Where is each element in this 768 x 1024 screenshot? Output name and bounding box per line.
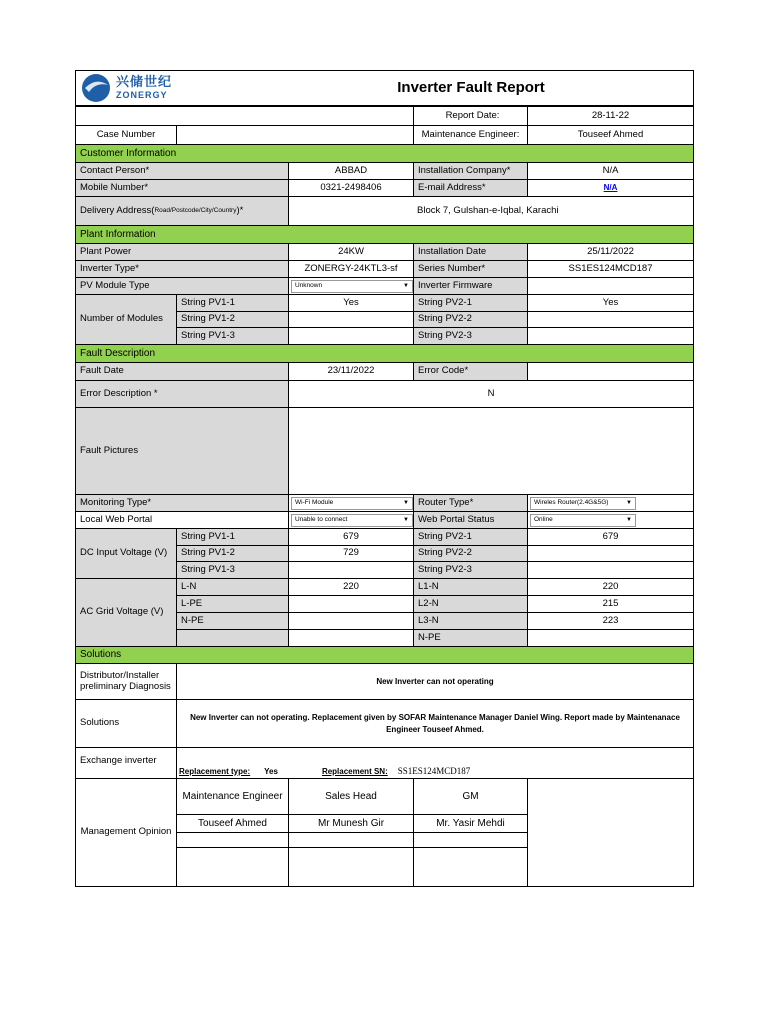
local-web-label: Local Web Portal — [75, 511, 289, 529]
dc-pv2-3-label: String PV2-3 — [413, 561, 528, 579]
dc-pv2-1-value[interactable]: 679 — [527, 528, 694, 546]
role-1: Maintenance Engineer — [176, 778, 289, 815]
web-status-label: Web Portal Status — [413, 511, 528, 529]
logo-chinese: 兴储世纪 — [116, 74, 173, 90]
ln-label: L-N — [176, 578, 289, 596]
pv2-2-value[interactable] — [527, 311, 694, 328]
local-web-cell — [288, 511, 414, 529]
npe2-value[interactable] — [527, 629, 694, 647]
local-web-select[interactable]: Unable to connect ▼ — [291, 514, 413, 527]
exchange-value[interactable]: Replacement type: Yes Replacement SN: SS1ES124MCD187 — [176, 747, 694, 779]
inverter-type-label: Inverter Type* — [75, 260, 289, 278]
error-desc-label: Error Description * — [75, 380, 289, 408]
l2n-value[interactable]: 215 — [527, 595, 694, 613]
ln-value[interactable]: 220 — [288, 578, 414, 596]
pv1-2-label: String PV1-2 — [176, 311, 289, 328]
pv2-2-label: String PV2-2 — [413, 311, 528, 328]
sign-cell-2[interactable] — [288, 832, 414, 848]
npe-value[interactable] — [288, 612, 414, 630]
dc-pv2-1-label: String PV2-1 — [413, 528, 528, 546]
contact-value[interactable]: ABBAD — [288, 162, 414, 180]
install-date-value[interactable]: 25/11/2022 — [527, 243, 694, 261]
mobile-label: Mobile Number* — [75, 179, 289, 197]
report-date-label: Report Date: — [413, 106, 528, 126]
exchange-label: Exchange inverter — [75, 747, 177, 779]
name-2[interactable]: Mr Munesh Gir — [288, 814, 414, 833]
solutions-value[interactable]: New Inverter can not operating. Replacement given by SOFAR Maintenance Manager Daniel Wing. Report made by Maintenanace Engineer Touseef Ahmed. — [176, 699, 694, 748]
fault-section-header: Fault Description — [75, 344, 694, 363]
pv1-3-value[interactable] — [288, 327, 414, 345]
fault-pictures-label: Fault Pictures — [75, 407, 289, 495]
pv1-2-value[interactable] — [288, 311, 414, 328]
date-cell-1[interactable] — [176, 847, 289, 887]
plant-power-label: Plant Power — [75, 243, 289, 261]
serial-value[interactable]: SS1ES124MCD187 — [527, 260, 694, 278]
logo-english: ZONERGY — [116, 90, 168, 101]
firmware-value[interactable] — [527, 277, 694, 295]
modules-label: Number of Modules — [75, 294, 177, 345]
role-2: Sales Head — [288, 778, 414, 815]
monitoring-select[interactable]: Wi-Fi Module ▼ — [291, 497, 413, 510]
fault-pictures-area[interactable] — [288, 407, 694, 495]
diagnosis-value[interactable]: New Inverter can not operating — [176, 663, 694, 700]
solutions-section-header: Solutions — [75, 646, 694, 664]
dc-pv1-1-label: String PV1-1 — [176, 528, 289, 546]
router-select[interactable]: Wireles Router(2.4G&5G) ▼ — [530, 497, 636, 510]
zonergy-logo-icon — [79, 73, 113, 103]
email-label: E-mail Address* — [413, 179, 528, 197]
dc-pv2-2-value[interactable] — [527, 545, 694, 562]
delivery-label: Delivery Address( Road/Postcode/City/Country )* — [75, 196, 289, 226]
fault-date-label: Fault Date — [75, 362, 289, 381]
contact-label: Contact Person* — [75, 162, 289, 180]
date-cell-2[interactable] — [288, 847, 414, 887]
npe2-label: N-PE — [413, 629, 528, 647]
blank-label — [176, 629, 289, 647]
dropdown-arrow-icon: ▼ — [403, 516, 409, 523]
pv2-3-label: String PV2-3 — [413, 327, 528, 345]
l1n-label: L1-N — [413, 578, 528, 596]
pv1-1-label: String PV1-1 — [176, 294, 289, 312]
dc-voltage-label: DC Input Voltage (V) — [75, 528, 177, 579]
error-desc-value[interactable]: N — [288, 380, 694, 408]
management-label: Management Opinion — [75, 778, 177, 887]
mgmt-empty-right — [527, 778, 694, 887]
dc-pv2-3-value[interactable] — [527, 561, 694, 579]
dc-pv1-1-value[interactable]: 679 — [288, 528, 414, 546]
blank-cell — [75, 106, 414, 126]
dc-pv1-2-value[interactable]: 729 — [288, 545, 414, 562]
sign-cell-3[interactable] — [413, 832, 528, 848]
pv2-1-label: String PV2-1 — [413, 294, 528, 312]
pv-type-label: PV Module Type — [75, 277, 289, 295]
dc-pv1-3-label: String PV1-3 — [176, 561, 289, 579]
lpe-label: L-PE — [176, 595, 289, 613]
engineer-label: Maintenance Engineer: — [413, 125, 528, 145]
email-value[interactable] — [527, 179, 694, 197]
dropdown-arrow-icon: ▼ — [626, 499, 632, 506]
diagnosis-label: Distributor/Installer preliminary Diagnosis — [75, 663, 177, 700]
l3n-label: L3-N — [413, 612, 528, 630]
dropdown-arrow-icon: ▼ — [626, 516, 632, 523]
install-date-label: Installation Date — [413, 243, 528, 261]
fault-date-value[interactable]: 23/11/2022 — [288, 362, 414, 381]
name-3[interactable]: Mr. Yasir Mehdi — [413, 814, 528, 833]
solutions-label: Solutions — [75, 699, 177, 748]
page-title: Inverter Fault Report — [289, 70, 694, 106]
dropdown-arrow-icon: ▼ — [403, 499, 409, 506]
error-code-label: Error Code* — [413, 362, 528, 381]
engineer-value[interactable]: Touseef Ahmed — [527, 125, 694, 145]
lpe-value[interactable] — [288, 595, 414, 613]
pv1-3-label: String PV1-3 — [176, 327, 289, 345]
role-3: GM — [413, 778, 528, 815]
report-date-value[interactable]: 28-11-22 — [527, 106, 694, 126]
ac-voltage-label: AC Grid Voltage (V) — [75, 578, 177, 647]
blank-value[interactable] — [288, 629, 414, 647]
firmware-label: Inverter Firmware — [413, 277, 528, 295]
delivery-value[interactable]: Block 7, Gulshan-e-Iqbal, Karachi — [288, 196, 694, 226]
mobile-value[interactable]: 0321-2498406 — [288, 179, 414, 197]
router-label: Router Type* — [413, 494, 528, 512]
web-status-cell — [527, 511, 694, 529]
install-company-value[interactable]: N/A — [527, 162, 694, 180]
l3n-value[interactable]: 223 — [527, 612, 694, 630]
plant-power-value[interactable]: 24KW — [288, 243, 414, 261]
case-number-label: Case Number — [75, 125, 177, 145]
dc-pv1-3-value[interactable] — [288, 561, 414, 579]
npe-label: N-PE — [176, 612, 289, 630]
dc-pv1-2-label: String PV1-2 — [176, 545, 289, 562]
web-status-select[interactable]: Online ▼ — [530, 514, 636, 527]
dropdown-arrow-icon: ▼ — [403, 282, 409, 289]
monitoring-label: Monitoring Type* — [75, 494, 289, 512]
date-cell-3[interactable] — [413, 847, 528, 887]
email-link[interactable]: N/A — [603, 183, 618, 193]
l2n-label: L2-N — [413, 595, 528, 613]
monitoring-cell — [288, 494, 414, 512]
install-company-label: Installation Company* — [413, 162, 528, 180]
customer-section-header: Customer Information — [75, 144, 694, 163]
router-cell — [527, 494, 694, 512]
pv-type-select[interactable]: Unknown ▼ — [291, 280, 413, 293]
serial-label: Series Number* — [413, 260, 528, 278]
error-code-value[interactable] — [527, 362, 694, 381]
case-number-value[interactable] — [176, 125, 414, 145]
inverter-type-value[interactable]: ZONERGY-24KTL3-sf — [288, 260, 414, 278]
pv-type-cell — [288, 277, 414, 295]
pv1-1-value[interactable]: Yes — [288, 294, 414, 312]
logo-cell — [75, 70, 290, 106]
pv2-3-value[interactable] — [527, 327, 694, 345]
dc-pv2-2-label: String PV2-2 — [413, 545, 528, 562]
l1n-value[interactable]: 220 — [527, 578, 694, 596]
name-1[interactable]: Touseef Ahmed — [176, 814, 289, 833]
pv2-1-value[interactable]: Yes — [527, 294, 694, 312]
plant-section-header: Plant Information — [75, 225, 694, 244]
sign-cell-1[interactable] — [176, 832, 289, 848]
